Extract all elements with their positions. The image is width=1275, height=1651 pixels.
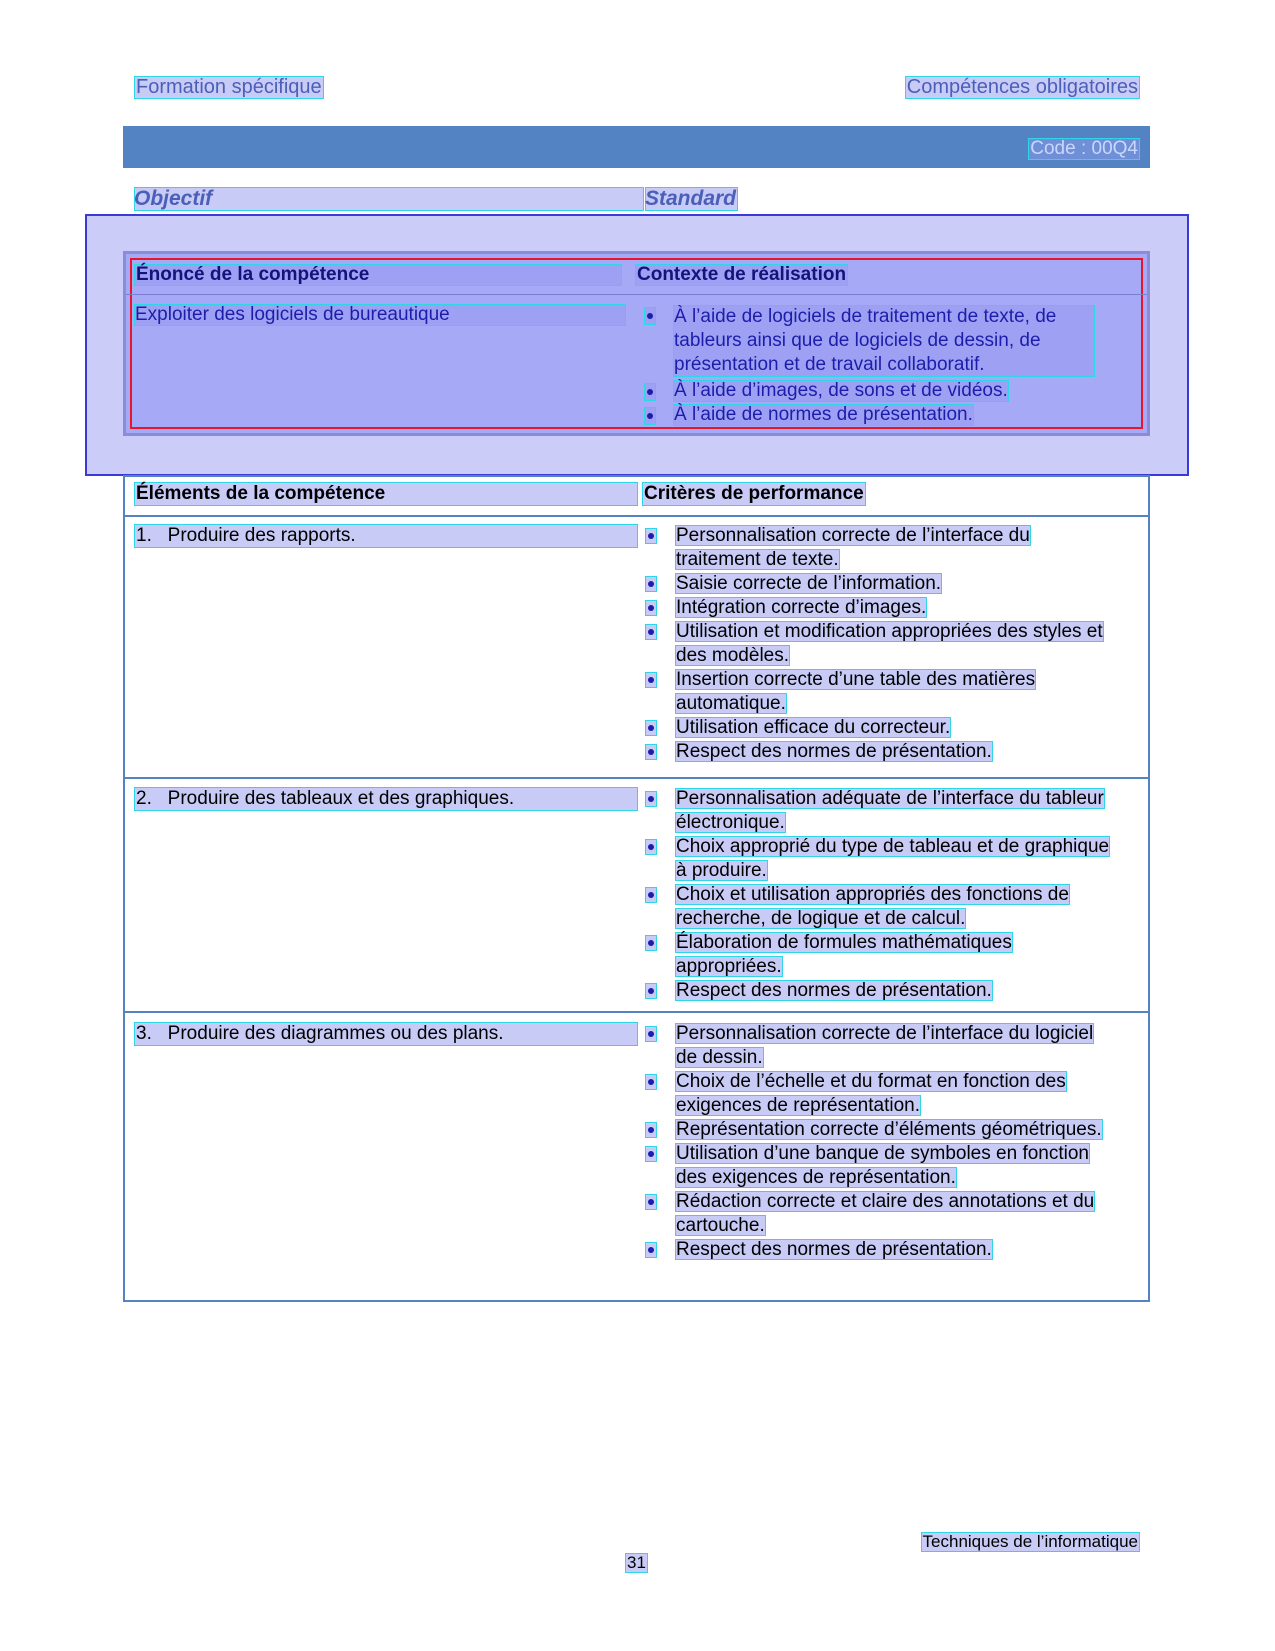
header-band xyxy=(123,126,1150,168)
row-divider xyxy=(125,1011,1148,1013)
criteria-item: Rédaction correcte et claire des annotations et du cartouche. xyxy=(645,1190,1115,1238)
bullet-icon xyxy=(645,1146,657,1162)
page-number: 31 xyxy=(627,1553,646,1572)
element-row-2 xyxy=(134,787,638,811)
criteria-item: Utilisation d’une banque de symboles en fonction des exigences de représentation. xyxy=(645,1142,1115,1190)
bullet-icon xyxy=(645,624,657,640)
criteria-item: Insertion correcte d’une table des matières automatique. xyxy=(645,668,1115,716)
criteria-item: Choix et utilisation appropriés des fonctions de recherche, de logique et de calcul. xyxy=(645,883,1115,931)
criteria-item: Respect des normes de présentation. xyxy=(645,740,1115,764)
competence-table-divider xyxy=(126,294,1147,295)
criteria-item: Élaboration de formules mathématiques appropriées. xyxy=(645,931,1115,979)
element-label: 3. Produire des diagrammes ou des plans. xyxy=(134,1022,638,1046)
bullet-icon xyxy=(645,1194,657,1210)
competence-statement: Exploiter des logiciels de bureautique xyxy=(134,304,626,326)
criteria-list-3 xyxy=(645,1022,1115,1262)
element-label: 2. Produire des tableaux et des graphiques. xyxy=(134,787,638,811)
objectif-label: Objectif xyxy=(134,187,644,211)
footer-program: Techniques de l’informatique xyxy=(922,1532,1138,1551)
criteria-header-label: Critères de performance xyxy=(644,483,864,504)
course-code: Code : 00Q4 xyxy=(1030,138,1138,159)
bullet-icon xyxy=(645,1242,657,1258)
bullet-icon xyxy=(645,720,657,736)
context-item: À l’aide de logiciels de traitement de texte, de tableurs ainsi que de logiciels de dessin, de présentation et de travail collaboratif. xyxy=(673,305,1095,377)
standard-label: Standard xyxy=(645,187,737,210)
bullet-icon xyxy=(645,791,657,807)
header-left-title: Formation spécifique xyxy=(136,76,322,98)
bullet-icon xyxy=(645,935,657,951)
bullet-icon xyxy=(644,383,656,401)
criteria-item: Personnalisation correcte de l’interface du traitement de texte. xyxy=(645,524,1115,572)
criteria-item: Intégration correcte d’images. xyxy=(645,596,1115,620)
bullet-icon xyxy=(645,1026,657,1042)
criteria-item: Utilisation efficace du correcteur. xyxy=(645,716,1115,740)
row-divider xyxy=(125,777,1148,779)
criteria-list-2 xyxy=(645,787,1115,1003)
bullet-icon xyxy=(645,887,657,903)
elements-header-label: Éléments de la compétence xyxy=(134,482,638,506)
context-header: Contexte de réalisation xyxy=(637,264,847,285)
bullet-icon xyxy=(645,983,657,999)
bullet-icon xyxy=(644,407,656,425)
header-right-title: Compétences obligatoires xyxy=(906,76,1138,98)
bullet-icon xyxy=(645,744,657,760)
criteria-item: Respect des normes de présentation. xyxy=(645,979,1115,1003)
criteria-header xyxy=(642,482,866,506)
context-item: À l’aide de normes de présentation. xyxy=(674,404,973,425)
competence-statement-header: Énoncé de la compétence xyxy=(134,264,622,286)
bullet-icon xyxy=(644,307,656,325)
element-row-3 xyxy=(134,1022,638,1046)
criteria-item: Personnalisation correcte de l’interface du logiciel de dessin. xyxy=(645,1022,1115,1070)
elements-header-divider xyxy=(125,515,1148,517)
criteria-item: Choix de l’échelle et du format en fonction des exigences de représentation. xyxy=(645,1070,1115,1118)
criteria-item: Saisie correcte de l’information. xyxy=(645,572,1115,596)
bullet-icon xyxy=(645,1122,657,1138)
bullet-icon xyxy=(645,528,657,544)
criteria-item: Représentation correcte d’éléments géométriques. xyxy=(645,1118,1115,1142)
criteria-item: Utilisation et modification appropriées des styles et des modèles. xyxy=(645,620,1115,668)
criteria-item: Choix approprié du type de tableau et de graphique à produire. xyxy=(645,835,1115,883)
elements-header xyxy=(134,482,638,506)
bullet-icon xyxy=(645,600,657,616)
element-label: 1. Produire des rapports. xyxy=(134,524,638,548)
bullet-icon xyxy=(645,839,657,855)
context-item: À l’aide d’images, de sons et de vidéos. xyxy=(674,380,1008,401)
bullet-icon xyxy=(645,672,657,688)
criteria-list-1 xyxy=(645,524,1115,764)
criteria-item: Respect des normes de présentation. xyxy=(645,1238,1115,1262)
element-row-1 xyxy=(134,524,638,548)
bullet-icon xyxy=(645,576,657,592)
criteria-item: Personnalisation adéquate de l’interface du tableur électronique. xyxy=(645,787,1115,835)
bullet-icon xyxy=(645,1074,657,1090)
